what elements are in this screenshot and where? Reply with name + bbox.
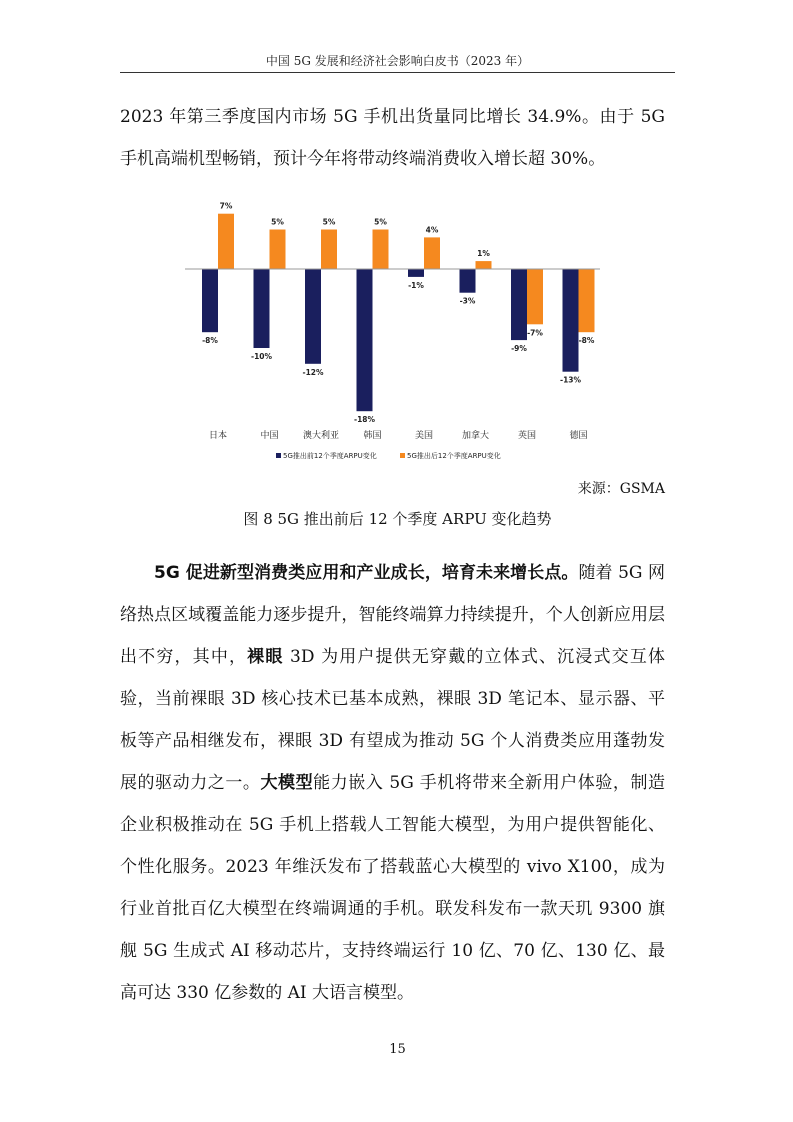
- body-paragraph: [120, 552, 665, 1014]
- legend-label-0: 5G推出前12个季度ARPU变化: [283, 452, 377, 460]
- data-label-before-3: -18%: [353, 415, 376, 425]
- bar-before-0: [202, 269, 218, 332]
- category-label-4: 美国: [414, 431, 434, 441]
- bold-term-large-model: 大模型: [260, 773, 314, 793]
- data-label-after-7: -8%: [578, 336, 595, 346]
- body-text-2: 3D 为用户提供无穿戴的立体式、沉浸式交互体验，当前裸眼 3D 核心技术已基本成熟，裸眼 3D 笔记本、显示器、平板等产品相继发布，裸眼 3D 有望成为推动 5G 个人消费类应用蓬勃发展的驱动力之一。: [120, 647, 666, 793]
- legend-label-1: 5G推出后12个季度ARPU变化: [407, 452, 501, 460]
- data-label-before-0: -8%: [202, 336, 218, 346]
- arpu-bar-chart: [180, 190, 610, 465]
- header-rule: [120, 72, 675, 73]
- bar-after-2: [321, 230, 337, 270]
- legend-swatch-1: [400, 453, 405, 458]
- intro-paragraph: 2023 年第三季度国内市场 5G 手机出货量同比增长 34.9%。由于 5G 手机高端机型畅销，预计今年将带动终端消费收入增长超 30%。: [120, 107, 665, 169]
- body-text-3: 能力嵌入 5G 手机将带来全新用户体验，制造企业积极推动在 5G 手机上搭载人工智能大模型，为用户提供智能化、个性化服务。2023 年维沃发布了搭载蓝心大模型的 vivo X100，成为行业首批百亿大模型在终端调通的手机。联发科发布一款天玑 9300 旗舰 5G 生成式 AI 移动芯片，支持终端运行 10 亿、70 亿、130 亿、最高可达 330 亿参数的 AI 大语言模型。: [120, 773, 666, 1003]
- bar-after-7: [579, 269, 595, 332]
- bar-before-3: [357, 269, 373, 411]
- data-label-before-7: -13%: [559, 375, 582, 385]
- category-label-7: 德国: [569, 431, 588, 441]
- category-label-5: 加拿大: [461, 431, 490, 441]
- data-label-before-1: -10%: [250, 352, 273, 361]
- data-label-after-3: 5%: [374, 217, 387, 227]
- category-label-2: 澳大利亚: [302, 431, 340, 441]
- data-label-after-6: -7%: [527, 328, 543, 338]
- bar-after-3: [373, 230, 389, 270]
- data-label-before-4: -1%: [408, 280, 424, 290]
- data-label-after-4: 4%: [425, 225, 439, 235]
- bar-after-1: [270, 230, 286, 270]
- bar-before-5: [460, 269, 476, 293]
- data-label-before-2: -12%: [302, 367, 324, 377]
- data-label-after-5: 1%: [477, 249, 490, 259]
- bold-term-glasses-free: 裸眼: [247, 647, 284, 667]
- bar-before-6: [511, 269, 527, 340]
- data-label-after-2: 5%: [322, 217, 336, 227]
- chart-source: 来源：GSMA: [577, 481, 665, 497]
- data-label-after-0: 7%: [219, 201, 233, 211]
- page-header: 中国 5G 发展和经济社会影响白皮书（2023 年）: [265, 54, 530, 68]
- category-label-0: 日本: [208, 431, 228, 441]
- legend-swatch-0: [276, 453, 281, 458]
- bar-after-4: [424, 237, 440, 269]
- data-label-before-6: -9%: [511, 344, 527, 354]
- bold-lead: 5G 促进新型消费类应用和产业成长，培育未来增长点。: [154, 563, 579, 583]
- figure-caption: 图 8 5G 推出前后 12 个季度 ARPU 变化趋势: [243, 510, 552, 528]
- category-label-1: 中国: [260, 431, 279, 441]
- bar-after-5: [476, 261, 492, 269]
- bar-after-0: [218, 214, 234, 269]
- body-text-1: 随着 5G 网络热点区域覆盖能力逐步提升，智能终端算力持续提升，个人创新应用层出不穷，其中，: [120, 563, 665, 667]
- bar-before-1: [254, 269, 270, 348]
- category-label-6: 英国: [517, 431, 537, 441]
- bar-before-7: [563, 269, 579, 372]
- bar-after-6: [527, 269, 543, 324]
- data-label-after-1: 5%: [271, 217, 284, 227]
- page-number: 15: [389, 1042, 406, 1057]
- category-label-3: 韩国: [363, 431, 382, 441]
- bar-before-2: [305, 269, 321, 364]
- bar-before-4: [408, 269, 424, 277]
- data-label-before-5: -3%: [459, 296, 476, 306]
